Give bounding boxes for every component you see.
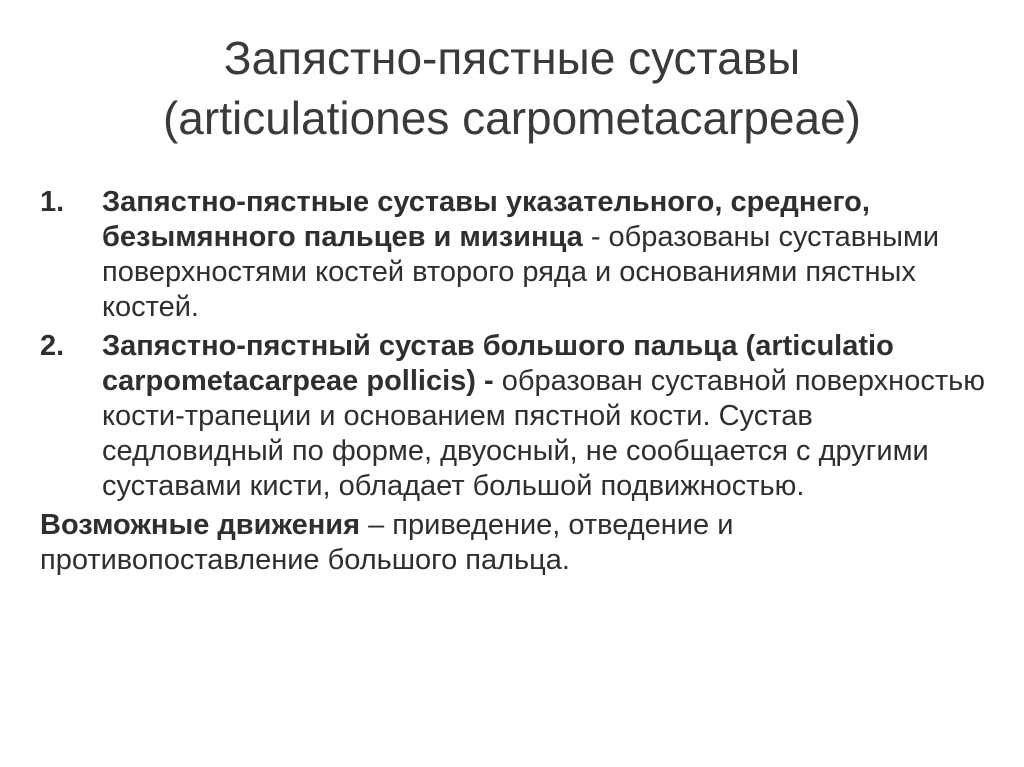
list-item-bold-text: Запястно-пястные суставы указательного, среднего, безымянного пальцев и мизинца <box>102 186 870 253</box>
slide-title-line2: (articulationes carpometacarpeae) <box>162 92 862 144</box>
list-item-number: 2. <box>40 330 65 362</box>
movements-paragraph <box>40 508 990 578</box>
list-item <box>40 329 990 504</box>
slide-title <box>0 28 1024 148</box>
slide-content <box>40 185 990 578</box>
list-item-number: 1. <box>40 186 65 218</box>
slide-title-line1: Запястно-пястные суставы <box>223 32 801 84</box>
list-item-text: - образованы суставными поверхностями костей второго ряда и основаниями пястных костей. <box>102 221 940 323</box>
list-item <box>40 185 990 325</box>
movements-label: Возможные движения <box>40 509 361 541</box>
list-item-text: образован суставной поверхностью кости-трапеции и основанием пястной кости. Сустав седловидный по форме, двуосный, не сообщается с другими суставами кисти, обладает большой подвижностью. <box>102 365 985 502</box>
movements-text: – приведение, отведение и противопоставление большого пальца. <box>40 509 734 576</box>
list-item-bold-text: Запястно-пястный сустав большого пальца (articulatio carpometacarpeae pollicis) - <box>102 330 894 397</box>
